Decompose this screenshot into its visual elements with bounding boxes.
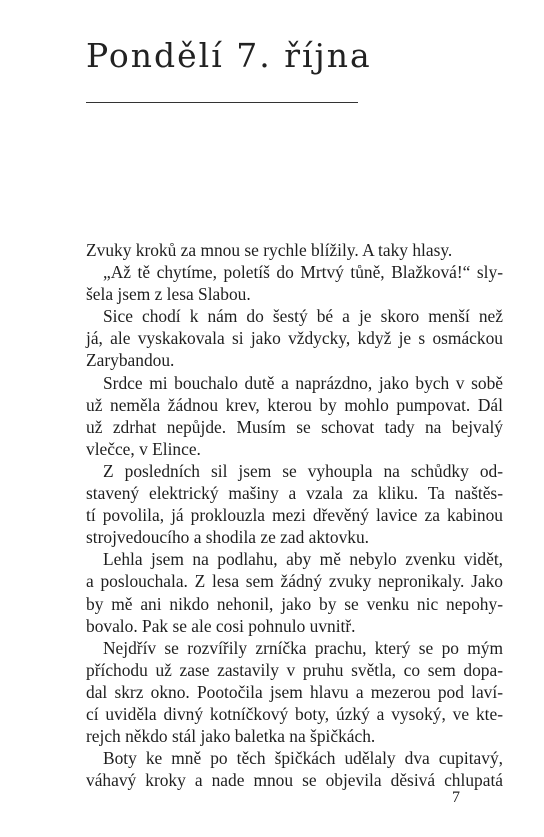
text-line: vlečce, v Elince. [86, 438, 201, 459]
text-line: rejch někdo stál jako baletka na špičkách. [86, 726, 376, 747]
text-line: by mě ani nikdo nehonil, jako by se venku nic nepohy- [86, 593, 503, 614]
text-line: strojvedoucího a shodila ze zad aktovku. [86, 527, 369, 548]
text-line: váhavý kroky a nade mnou se objevila děsivá chlupatá [86, 770, 503, 791]
text-line: bovalo. Pak se ale cosi pohnulo uvnitř. [86, 615, 356, 636]
text-line: Boty ke mně po těch špičkách udělaly dva cupitavý, [103, 748, 503, 769]
text-line: Sice chodí k nám do šestý bé a je skoro menší než [103, 306, 503, 327]
text-line: příchodu už zase zastavily v pruhu světla, co sem dopa- [86, 659, 503, 680]
text-line: Z posledních sil jsem se vyhoupla na schůdky od- [103, 460, 503, 481]
text-line: Srdce mi bouchalo dutě a naprázdno, jako bych v sobě [103, 372, 503, 393]
text-line: Zvuky kroků za mnou se rychle blížily. A taky hlasy. [86, 240, 453, 260]
text-line: už zdrhat nepůjde. Musím se schovat tady na bejvalý [86, 416, 503, 437]
text-line: já, ale vyskakovala si jako vždycky, když je s osmáckou [86, 328, 503, 349]
text-line: Zarybandou. [86, 350, 175, 371]
text-line: dal skrz okno. Pootočila jsem hlavu a mezerou pod laví- [86, 681, 503, 702]
text-line: „Až tě chytíme, poletíš do Mrtvý tůně, Blažková!“ sly- [103, 262, 503, 283]
text-line: Nejdřív se rozvířily zrníčka prachu, který se po mým [103, 637, 503, 658]
body-text [86, 239, 503, 791]
text-line: stavený elektrický mašiny a vzala za kliku. Ta naštěs- [86, 483, 503, 504]
text-line: Lehla jsem na podlahu, aby mě nebylo zvenku vidět, [103, 549, 503, 570]
text-line: šela jsem z lesa Slabou. [86, 284, 251, 305]
text-line: a poslouchala. Z lesa sem žádný zvuky nepronikaly. Jako [86, 571, 503, 592]
page-number: 7 [452, 789, 460, 806]
chapter-title: Pondělí 7. října [86, 36, 372, 75]
text-line: tí povolila, já proklouzla mezi dřevěný lavice za kabinou [86, 505, 503, 526]
title-divider [86, 102, 358, 103]
text-line: už neměla žádnou krev, kterou by mohlo pumpovat. Dál [86, 394, 503, 415]
text-line: cí uviděla divný kotníčkový boty, úzký a vysoký, ve kte- [86, 703, 503, 724]
